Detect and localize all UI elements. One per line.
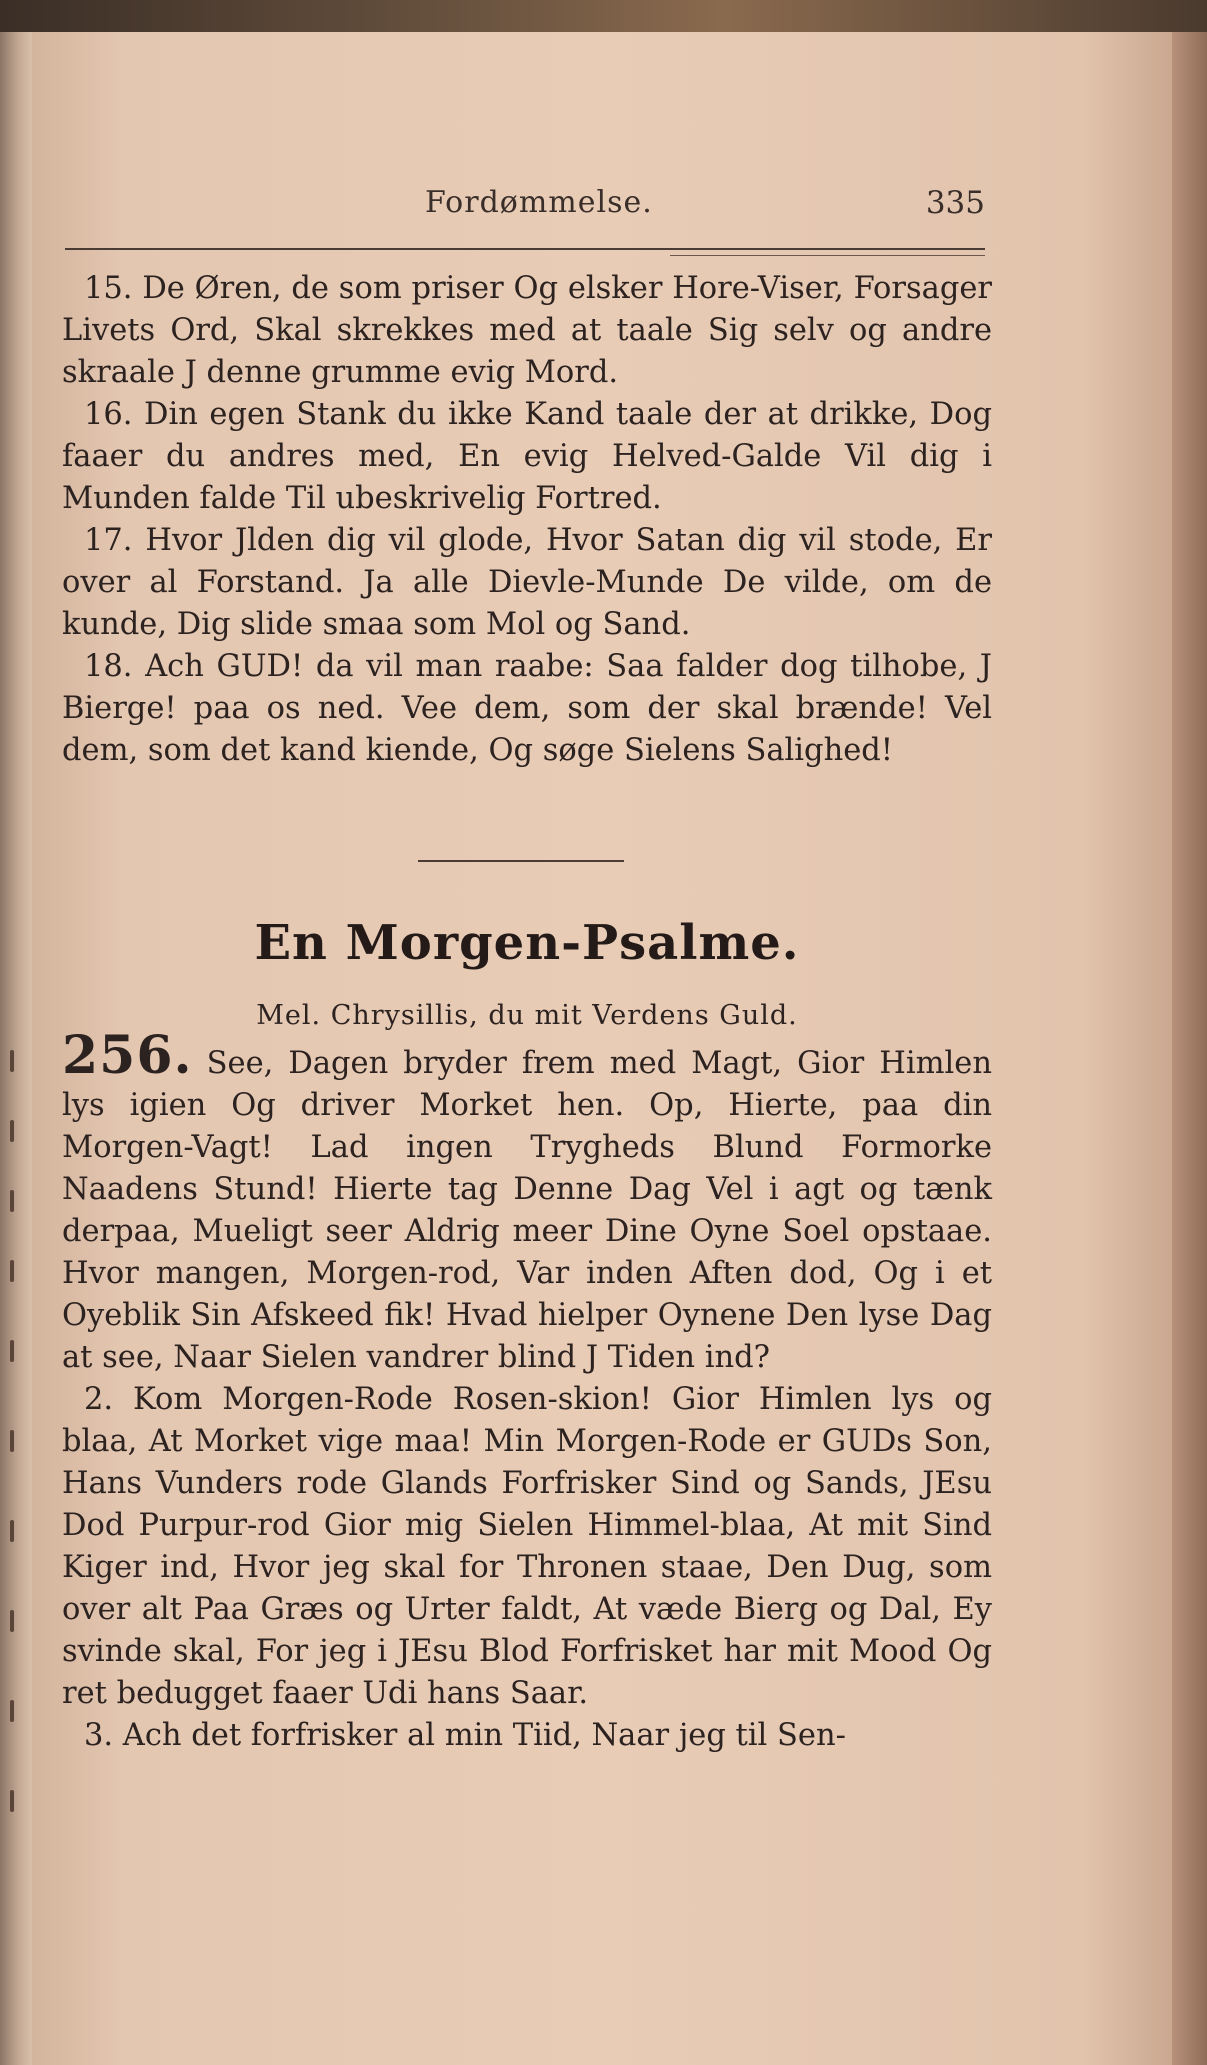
header-rule xyxy=(65,248,985,250)
page-number: 335 xyxy=(925,185,985,221)
hymn-melody: Mel. Chrysillis, du mit Verdens Guld. xyxy=(256,1000,798,1031)
verse-15: 15. De Øren, de som priser Og elsker Hore-Viser, Forsager Livets Ord, Skal skrekkes med at taale Sig selv og andre skraale J denne grumme evig Mord. xyxy=(62,271,992,390)
section-divider xyxy=(418,860,624,862)
verse-16: 16. Din egen Stank du ikke Kand taale der at drikke, Dog faaer du andres med, En evig Helved-Galde Vil dig i Munden falde Til ubeskrivelig Fortred. xyxy=(62,397,992,516)
verse-18: 18. Ach GUD! da vil man raabe: Saa falder dog tilhobe, J Bierge! paa os ned. Vee dem, som der skal brænde! Vel dem, som det kand kiende, Og søge Sielens Salighed! xyxy=(62,649,992,768)
verse-1-text: See, Dagen bryder frem med Magt, Gior Himlen lys igien Og driver Morket hen. Op, Hierte, paa din Morgen-Vagt! Lad ingen Trygheds Blund Formorke Naadens Stund! Hierte tag Denne Dag Vel i agt og tænk derpaa, Mueligt seer Aldrig meer Dine Oyne Soel opstaae. Hvor mangen, Morgen-rod, Var inden Aften dod, Og i et Oyeblik Sin Afskeed fik! Hvad hielper Oynene Den lyse Dag at see, Naar Sielen vandrer blind J Tiden ind? xyxy=(62,1046,992,1375)
verse-1 xyxy=(62,1025,992,1379)
header-rule-secondary xyxy=(670,255,985,256)
verse-2: 2. Kom Morgen-Rode Rosen-skion! Gior Himlen lys og blaa, At Morket vige maa! Min Morgen-Rode er GUDs Son, Hans Vunders rode Glands Forfrisker Sind og Sands, JEsu Dod Purpur-rod Gior mig Sielen Himmel-blaa, At mit Sind Kiger ind, Hvor jeg skal for Thronen staae, Den Dug, som over alt Paa Græs og Urter faldt, At væde Bierg og Dal, Ey svinde skal, For jeg i JEsu Blod Forfrisket har mit Mood Og ret bedugget faaer Udi hans Saar. xyxy=(62,1382,992,1711)
hymn-title: En Morgen-Psalme. xyxy=(254,915,800,971)
running-title: Fordømmelse. xyxy=(425,185,653,220)
verse-17: 17. Hvor Jlden dig vil glode, Hvor Satan dig vil stode, Er over al Forstand. Ja alle Dievle-Munde De vilde, om de kunde, Dig slide smaa som Mol og Sand. xyxy=(62,523,992,642)
verse-3: 3. Ach det forfrisker al min Tiid, Naar jeg til Sen- xyxy=(84,1718,846,1753)
page-header xyxy=(65,185,985,235)
book-right-edge xyxy=(1172,32,1207,2065)
gutter-marks xyxy=(6,1050,20,1850)
hymn-verses xyxy=(62,1025,992,1757)
hymn-number: 256. xyxy=(62,1025,193,1086)
previous-hymn-verses xyxy=(62,268,992,772)
book-top-edge xyxy=(0,0,1207,32)
